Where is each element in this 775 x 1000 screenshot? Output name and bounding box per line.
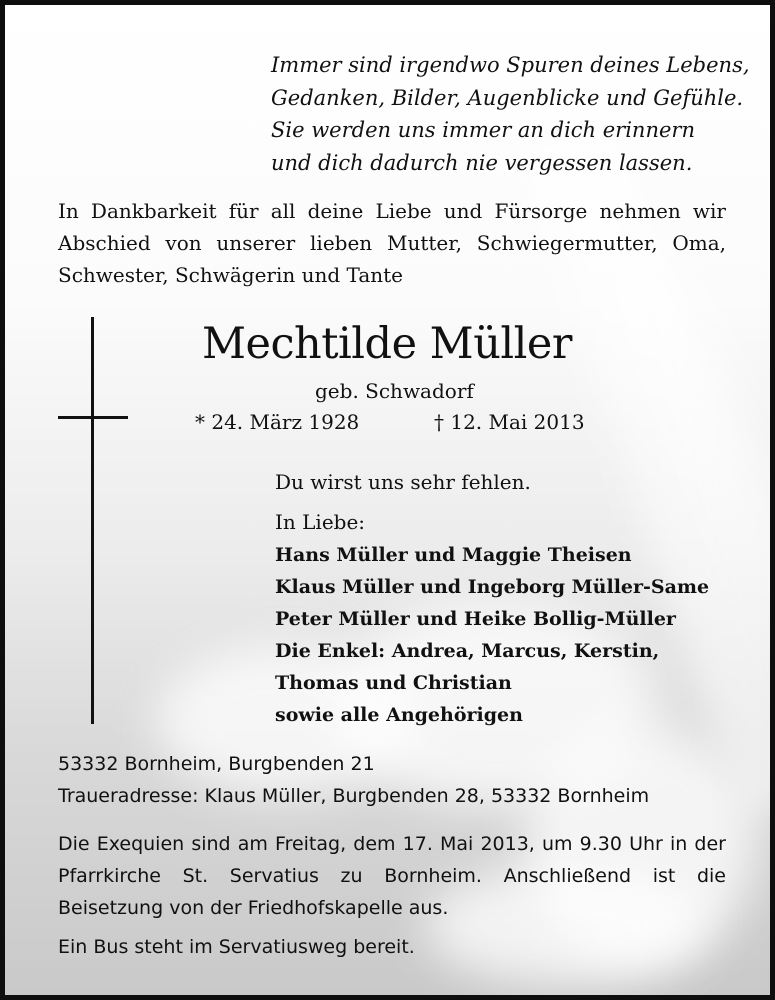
- mourner-line: Die Enkel: Andrea, Marcus, Kerstin,: [275, 640, 660, 662]
- poem-line: Immer sind irgendwo Spuren deines Lebens,: [271, 53, 750, 77]
- birth-date: * 24. März 1928: [195, 410, 360, 434]
- mourner-line: Peter Müller und Heike Bollig-Müller: [275, 608, 676, 630]
- poem-line: Sie werden uns immer an dich erinnern: [271, 118, 695, 142]
- poem-line: und dich dadurch nie vergessen lassen.: [271, 150, 693, 175]
- birth-name: geb. Schwadorf: [315, 379, 474, 403]
- deceased-name: Mechtilde Müller: [202, 319, 572, 369]
- mourning-address: Traueradresse: Klaus Müller, Burgbenden 28, 53332 Bornheim: [58, 785, 650, 807]
- address-block: [58, 748, 649, 812]
- death-date: † 12. Mai 2013: [434, 410, 585, 434]
- mourners-list: [275, 539, 709, 731]
- cross-icon: [91, 317, 94, 724]
- love-label: In Liebe:: [275, 510, 366, 534]
- bus-info: Ein Bus steht im Servatiusweg bereit.: [58, 936, 415, 958]
- poem-line: Gedanken, Bilder, Augenblicke und Gefühle.: [271, 85, 744, 110]
- intro-text: In Dankbarkeit für all deine Liebe und Fürsorge nehmen wir Abschied von unserer lieben Mutter, Schwiegermutter, Oma, Schwester, Schwägerin und Tante: [58, 199, 726, 287]
- cross-icon-bar: [58, 416, 128, 419]
- funeral-mass-info: Die Exequien sind am Freitag, dem 17. Mai 2013, um 9.30 Uhr in der Pfarrkirche St. Servatius zu Bornheim. Anschließend ist die Beisetzung von der Friedhofskapelle aus.: [58, 833, 726, 919]
- home-address: 53332 Bornheim, Burgbenden 21: [58, 753, 375, 775]
- poem: [271, 49, 751, 179]
- farewell-message: Du wirst uns sehr fehlen.: [275, 470, 531, 494]
- mourner-line: Thomas und Christian: [275, 672, 512, 694]
- mourner-line: sowie alle Angehörigen: [275, 704, 523, 726]
- mourner-line: Klaus Müller und Ingeborg Müller-Same: [275, 576, 710, 598]
- mourner-line: Hans Müller und Maggie Theisen: [275, 544, 632, 566]
